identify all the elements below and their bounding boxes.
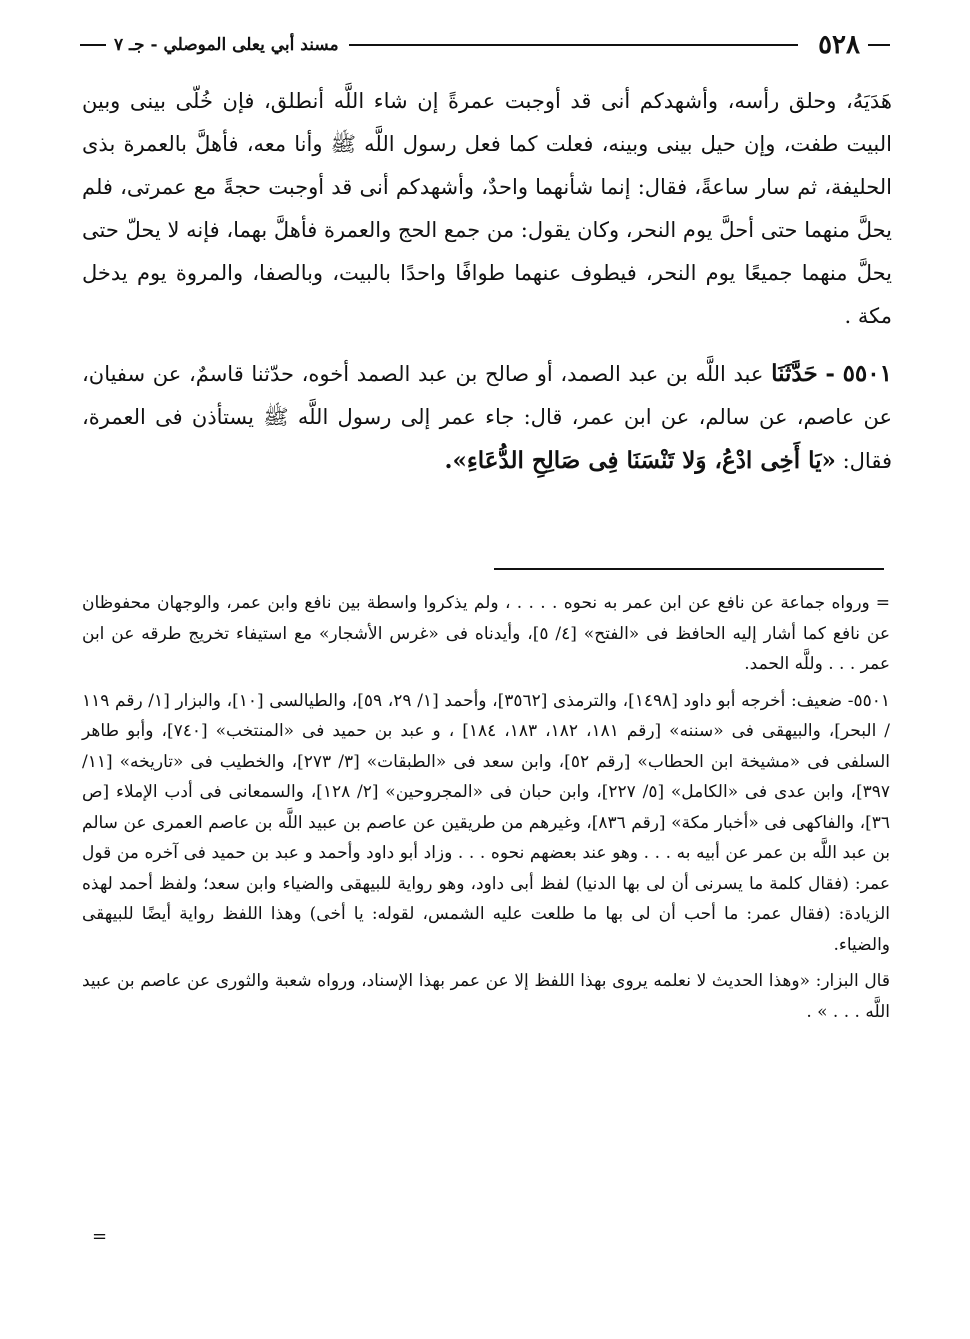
page-number: ٥٢٨ [818,30,860,60]
hadith-dash: - [825,360,835,387]
footnote-separator [494,568,884,570]
hadith-lead-word: حَدَّثَنَا [771,360,818,387]
footnote-bazzar: قال البزار: «وهذا الحديث لا نعلمه يروى بهذا اللفظ إلا عن عمر بهذا الإسناد، ورواه شعبة والثورى عن عاصم بن عبيد اللَّه . . . » . [82,971,890,1022]
header-dash-right [868,44,890,46]
paragraph-1: هَدَيَهُ، وحلق رأسه، وأشهدكم أنى قد أوجبت عمرةً إن شاء اللَّه أنطلق، فإن خُلّى بينى وبين البيت طفت، وإن حيل بينى وبينه، فعلت كما فعل رسول اللَّه ﷺ وأنا معه، فأهلَّ بالعمرة بذى الحليفة، ثم سار ساعةً، فقال: إنما شأنهما واحدٌ، وأشهدكم أنى قد أوجبت حجةً مع عمرتى، فلم يحلَّ منهما حتى أحلَّ يوم النحر، وكان يقول: من جمع الحج والعمرة فأهلَّ بهما، فإنه لا يحلّ حتى يحلَّ منهما جميعًا يوم النحر، فيطوف عنهما طوافًا واحدًا بالبيت، وبالصفا، والمروة يوم يدخل مكة . [82,89,892,328]
continuation-mark: = [875,593,890,613]
hadith-number: ٥٥٠١ [842,360,892,387]
main-text [82,80,892,483]
footnote-1-text: ورواه جماعة عن نافع عن ابن عمر به نحوه . . . . ، ولم يذكروا واسطة بين نافع وابن عمر، والوجهان محفوظان عن نافع كما أشار إليه الحافظ فى «الفتح» [٤/ ٥]، وأيدناه فى «غرس الأشجار» مع استيفاء تخريج طرقه عن ابن عمر . . . وللَّه الحمد. [82,593,890,674]
hadith-quote: «يَا أَخِى ادْعُ، وَلا تَنْسَنَا فِى صَالِحِ الدُّعَاءِ». [444,447,836,474]
hadith-body: عبد اللَّه بن عبد الصمد، أو صالح بن عبد الصمد أخوه، حدّثنا قاسمٌ، عن سفيان، عن عاصم، عن سالم، عن ابن عمر، قال: جاء عمر إلى رسول اللَّه ﷺ يستأذن فى العمرة، فقال: [82,362,892,473]
footnotes [82,588,890,1027]
header-rule [349,44,798,46]
running-title: مسند أبي يعلى الموصلي - جـ ٧ [114,35,339,55]
header-dash-left [80,44,106,46]
footnote-continuation [82,588,890,680]
hadith-5501 [82,352,892,483]
continuation-marker: = [92,1226,108,1247]
page-header [80,28,890,62]
footnote-5501: ٥٥٠١- ضعيف: أخرجه أبو داود [١٤٩٨]، والترمذى [٣٥٦٢]، وأحمد [١/ ٢٩، ٥٩]، والطيالسى [١٠]، والبزار [١/ رقم ١١٩ / البحر]، والبيهقى فى «سننه» [رقم ١٨١، ١٨٢، ١٨٣، ١٨٤] ، و عبد بن حميد فى «المنتخب» [٧٤٠]، وأبو طاهر السلفى فى «مشيخة ابن الحطاب» [رقم ٥٢]، وابن سعد فى «الطبقات» [٣/ ٢٧٣]، والخطيب فى «تاريخه» [١١/ ٣٩٧]، وابن عدى فى «الكامل» [٥/ ٢٢٧]، وابن حبان فى «المجروحين» [٢/ ١٢٨]، والسمعانى فى أدب الإملاء [ص ٣٦]، والفاكهى فى «أخبار مكة» [رقم ٨٣٦]، وغيرهم من طريقين عن عاصم بن عبيد اللَّه بن عاصم العمرى عن سالم بن عبد اللَّه بن عمر عن أبيه به . . . وهو عند بعضهم نحوه . . . وزاد أبو داود وأحمد و عبد بن حميد فى آخره من قول عمر: (فقال كلمة ما يسرنى أن لى بها الدنيا) لفظ أبى داود، وهو رواية للبيهقى والضياء وابن سعد؛ ولفظ أحمد لهذه الزيادة: (فقال عمر: ما أحب أن لى بها ما طلعت عليه الشمس، لقوله: يا أخى) وهذا اللفظ رواية أيضًا للبيهقى والضياء. [82,690,891,955]
